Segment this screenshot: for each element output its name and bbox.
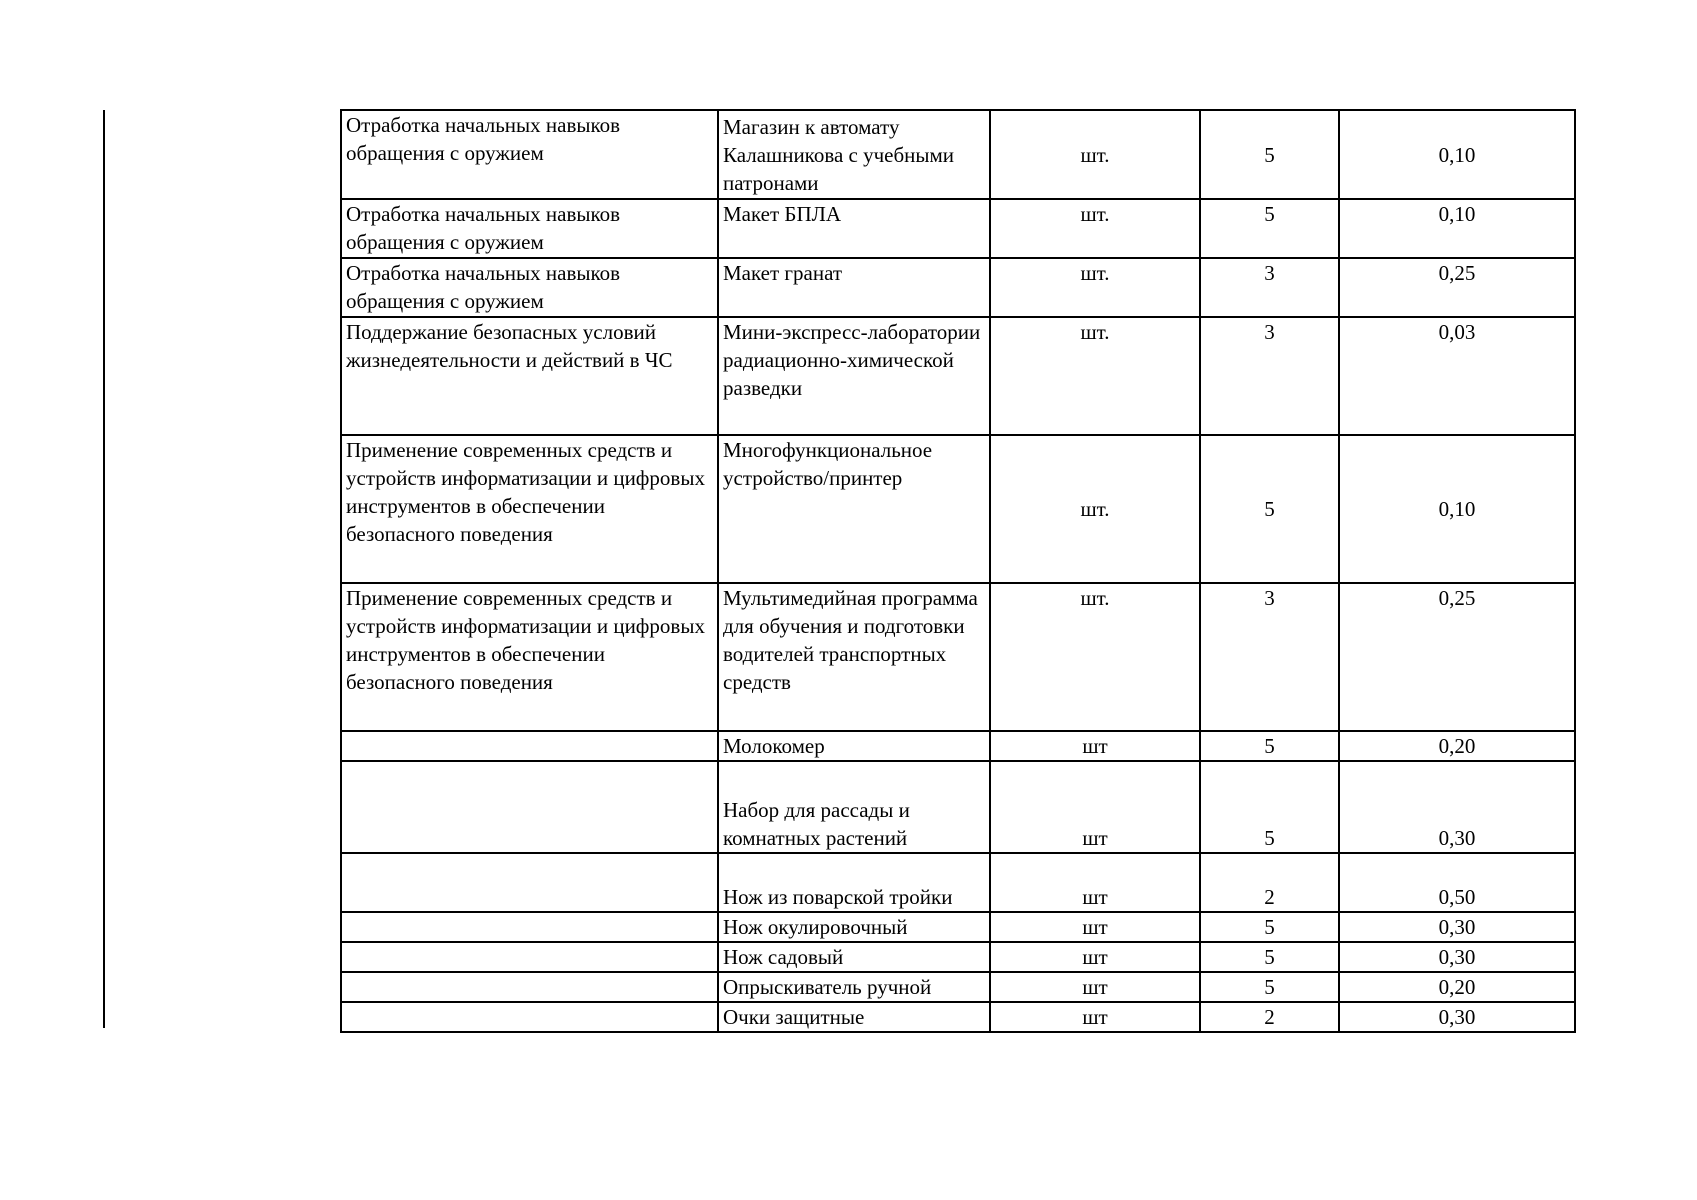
unit-cell: шт — [990, 942, 1200, 972]
activity-cell — [341, 731, 718, 761]
item-cell: Молокомер — [718, 731, 990, 761]
table-row — [341, 942, 1575, 972]
table-row — [341, 258, 1575, 317]
quantity-cell: 5 — [1200, 912, 1339, 942]
quantity-cell: 2 — [1200, 853, 1339, 912]
norm-cell: 0,10 — [1339, 110, 1575, 199]
norm-cell: 0,30 — [1339, 1002, 1575, 1032]
activity-cell — [341, 912, 718, 942]
norm-cell: 0,30 — [1339, 942, 1575, 972]
table-row — [341, 435, 1575, 583]
unit-cell: шт — [990, 972, 1200, 1002]
quantity-cell: 2 — [1200, 1002, 1339, 1032]
table-row — [341, 199, 1575, 258]
item-cell: Опрыскиватель ручной — [718, 972, 990, 1002]
unit-cell: шт. — [990, 110, 1200, 199]
activity-cell: Применение современных средств и устройств информатизации и цифровых инструментов в обеспечении безопасного поведения — [341, 583, 718, 731]
quantity-cell: 5 — [1200, 199, 1339, 258]
norm-cell: 0,03 — [1339, 317, 1575, 435]
table-row — [341, 110, 1575, 199]
activity-cell: Отработка начальных навыков обращения с оружием — [341, 199, 718, 258]
unit-cell: шт. — [990, 435, 1200, 583]
unit-cell: шт. — [990, 258, 1200, 317]
quantity-cell: 5 — [1200, 110, 1339, 199]
table-row — [341, 853, 1575, 912]
item-cell: Магазин к автомату Калашникова с учебными патронами — [718, 110, 990, 199]
quantity-cell: 3 — [1200, 583, 1339, 731]
item-cell: Нож садовый — [718, 942, 990, 972]
unit-cell: шт — [990, 912, 1200, 942]
item-cell: Мини-экспресс-лаборатории радиационно-химической разведки — [718, 317, 990, 435]
activity-cell — [341, 972, 718, 1002]
unit-cell: шт — [990, 853, 1200, 912]
table-row — [341, 317, 1575, 435]
norm-cell: 0,50 — [1339, 853, 1575, 912]
margin-rule — [103, 110, 105, 1028]
item-cell: Нож окулировочный — [718, 912, 990, 942]
activity-cell: Применение современных средств и устройств информатизации и цифровых инструментов в обеспечении безопасного поведения — [341, 435, 718, 583]
activity-cell: Поддержание безопасных условий жизнедеятельности и действий в ЧС — [341, 317, 718, 435]
activity-cell — [341, 853, 718, 912]
equipment-table — [340, 109, 1576, 1033]
activity-cell: Отработка начальных навыков обращения с оружием — [341, 258, 718, 317]
table-row — [341, 761, 1575, 853]
quantity-cell: 5 — [1200, 731, 1339, 761]
unit-cell: шт — [990, 761, 1200, 853]
unit-cell: шт — [990, 1002, 1200, 1032]
quantity-cell: 5 — [1200, 435, 1339, 583]
norm-cell: 0,20 — [1339, 972, 1575, 1002]
table-row — [341, 972, 1575, 1002]
activity-cell — [341, 942, 718, 972]
unit-cell: шт. — [990, 317, 1200, 435]
quantity-cell: 3 — [1200, 258, 1339, 317]
activity-cell — [341, 1002, 718, 1032]
norm-cell: 0,10 — [1339, 199, 1575, 258]
item-cell: Набор для рассады и комнатных растений — [718, 761, 990, 853]
unit-cell: шт — [990, 731, 1200, 761]
item-cell: Макет БПЛА — [718, 199, 990, 258]
quantity-cell: 3 — [1200, 317, 1339, 435]
quantity-cell: 5 — [1200, 761, 1339, 853]
item-cell: Очки защитные — [718, 1002, 990, 1032]
item-cell: Многофункциональное устройство/принтер — [718, 435, 990, 583]
table-row — [341, 731, 1575, 761]
norm-cell: 0,25 — [1339, 258, 1575, 317]
table-row — [341, 912, 1575, 942]
norm-cell: 0,10 — [1339, 435, 1575, 583]
table-row — [341, 583, 1575, 731]
table-row — [341, 1002, 1575, 1032]
norm-cell: 0,20 — [1339, 731, 1575, 761]
unit-cell: шт. — [990, 583, 1200, 731]
norm-cell: 0,25 — [1339, 583, 1575, 731]
item-cell: Нож из поварской тройки — [718, 853, 990, 912]
quantity-cell: 5 — [1200, 942, 1339, 972]
item-cell: Макет гранат — [718, 258, 990, 317]
activity-cell — [341, 761, 718, 853]
unit-cell: шт. — [990, 199, 1200, 258]
activity-cell: Отработка начальных навыков обращения с оружием — [341, 110, 718, 199]
quantity-cell: 5 — [1200, 972, 1339, 1002]
norm-cell: 0,30 — [1339, 912, 1575, 942]
norm-cell: 0,30 — [1339, 761, 1575, 853]
item-cell: Мультимедийная программа для обучения и подготовки водителей транспортных средств — [718, 583, 990, 731]
